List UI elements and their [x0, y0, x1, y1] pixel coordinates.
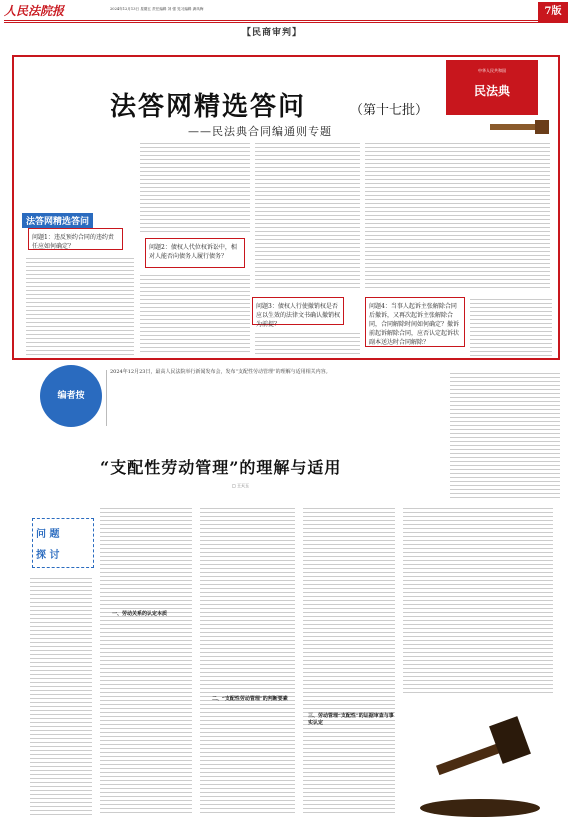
feature-side-label: 法答网精选答问 [22, 213, 93, 228]
section-heading-2: 二、“支配性劳动管理”的判断要素 [212, 696, 288, 702]
question-box-3 [252, 297, 344, 328]
gavel-illustration [395, 700, 565, 820]
right-text-col [450, 370, 560, 500]
section-heading-1: 一、劳动关系的认定本质 [112, 611, 168, 617]
article-byline: □ 王天玉 [232, 483, 250, 488]
page-number-badge: 7版 [538, 2, 568, 22]
header-rule-2 [4, 22, 568, 23]
book-title: 民法典 [473, 84, 510, 98]
question-box-1 [28, 228, 123, 250]
civil-code-book-image [446, 60, 538, 115]
question-label: 问题4：当事人起诉主张解除合同后撤诉，又再次起诉主张解除合同，合同解除时间如何确定？撤诉前起诉解除合同，应否认定起诉状副本送达时合同解除？ [369, 303, 460, 346]
section-heading-3: 三、劳动管理“支配性”的证据审查与事实认定 [308, 713, 394, 726]
answer-text-3 [140, 272, 250, 355]
article-col-3 [200, 505, 295, 815]
article-col-1 [30, 575, 92, 815]
question-label: 问题2：债权人代位权诉讼中，相对人能否向债务人履行债务？ [149, 244, 237, 260]
article-col-2 [100, 505, 192, 815]
article-col-4 [303, 505, 395, 815]
question-label: 问题1：违反预约合同的违约责任应如何确定？ [32, 234, 114, 250]
answer-text-7 [255, 330, 360, 355]
answer-text-2 [140, 140, 250, 235]
answer-text-1 [26, 255, 134, 355]
header-rule [4, 20, 568, 21]
answer-text-5 [365, 140, 550, 290]
editor-note-badge: 编者按 [40, 365, 102, 427]
section-tag: 【民商审判】 [242, 28, 303, 38]
column-label-2: 探 讨 [36, 550, 60, 561]
column-label-1: 问 题 [36, 529, 60, 540]
question-box-4 [365, 297, 465, 347]
newspaper-logo: 人民法院报 [4, 4, 65, 18]
article-col-5 [403, 505, 553, 695]
question-box-2 [145, 238, 245, 268]
note-divider [106, 370, 107, 426]
answer-text-4 [255, 140, 360, 290]
masthead-meta: 2024年12月13日 星期五 责任编辑 刘 强 见习编辑 龚凤梅 [110, 7, 204, 11]
gavel-icon [480, 118, 560, 138]
article-title: “支配性劳动管理”的理解与适用 [100, 458, 342, 477]
book-subtitle: 中华人民共和国 [478, 68, 506, 73]
editor-note-text: 2024年12月23日，最高人民法院举行新闻发布会，发布“支配性劳动管理”的理解与适用相关内容。 [110, 369, 331, 375]
feature-issue: （第十七批） [350, 103, 429, 118]
feature-subtitle: ——民法典合同编通则专题 [188, 125, 332, 138]
answer-text-6 [470, 296, 552, 356]
feature-title: 法答网精选答问 [110, 92, 307, 122]
question-label: 问题3：债权人行使撤销权是否应以生效的法律文书确认撤销权为前提？ [256, 303, 341, 328]
